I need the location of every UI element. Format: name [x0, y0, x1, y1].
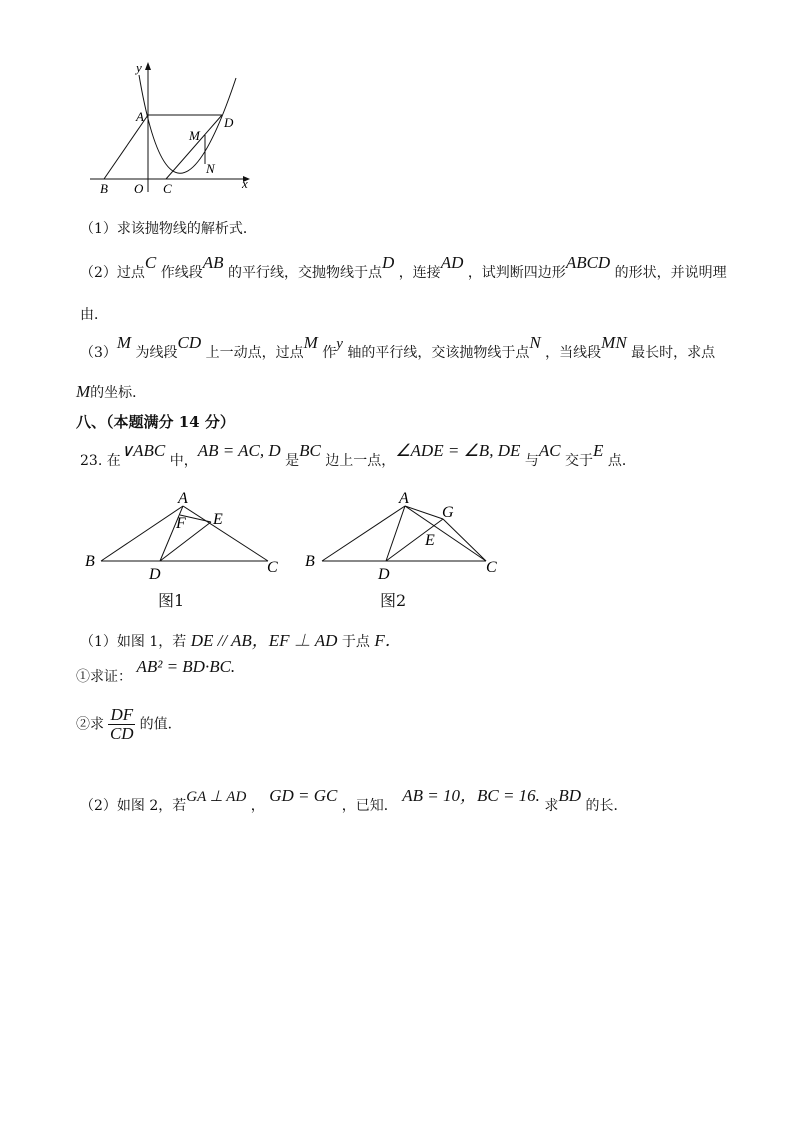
fig2-segment-ab	[322, 506, 405, 561]
q23-claim2	[76, 706, 182, 743]
label-b: B	[100, 181, 108, 196]
q22-p3-mn: MN	[601, 333, 627, 352]
q23-p1-t2: 于点	[341, 634, 370, 650]
q23-c1-eq: AB² = BD·BC.	[136, 657, 236, 676]
q23-t6: 点．	[607, 453, 636, 469]
fig2-label-d: D	[378, 566, 390, 583]
parabola-graph-figure	[85, 55, 260, 200]
q23-t5: 交于	[565, 453, 593, 469]
label-n: N	[206, 161, 215, 176]
fig2-label-b: B	[305, 553, 315, 570]
fig2-label-a: A	[399, 490, 409, 507]
q23-t3: 边上一点，	[325, 453, 396, 469]
q23-c2-fraction	[108, 706, 135, 743]
q22-p3-t4: 作	[322, 345, 337, 361]
q23-ac: AC	[538, 441, 561, 460]
q23-c2-t2: 的值．	[139, 716, 182, 733]
fig1-label-e: E	[213, 511, 223, 528]
fig2-segment-ad	[386, 506, 405, 561]
q23-t1: 中，	[169, 453, 198, 469]
q23-p2-t2: ，	[250, 798, 265, 814]
label-o: O	[134, 181, 144, 196]
q23-p1-cond: DE // AB，EF ⊥ AD	[190, 631, 338, 650]
figure-1-caption: 图1	[158, 591, 185, 610]
q22-p2-t5: ，试判断四边形	[467, 265, 566, 281]
fig1-label-d: D	[149, 566, 161, 583]
label-a: A	[136, 109, 144, 124]
q23-num: 23. 在	[80, 453, 121, 469]
q22-p3-t7: 最长时，求点	[631, 345, 716, 361]
q22-part3-line1	[80, 333, 716, 362]
q22-part1: （1）求该抛物线的解析式．	[80, 221, 257, 237]
q23-eq1: AB = AC, D	[197, 441, 281, 460]
segment-ab	[104, 115, 148, 179]
q23-p2-given: AB = 10，BC = 16.	[402, 786, 540, 805]
q22-p3-y: y	[336, 336, 343, 352]
q22-p2-t1: （2）过点	[80, 265, 145, 281]
q22-p3-t8: 的坐标．	[90, 385, 147, 401]
q23-bc: BC	[299, 441, 321, 460]
q23-part1	[80, 626, 402, 651]
fig2-segment-gc	[443, 519, 486, 561]
q22-p2-c: C	[144, 253, 157, 272]
q23-c1-t1: ①求证：	[76, 669, 132, 685]
figure-1	[80, 485, 290, 610]
q22-p3-cd: CD	[177, 333, 202, 352]
fig2-segment-ag	[405, 506, 443, 519]
q23-p2-t1: （2）如图 2，若	[80, 798, 187, 814]
fig2-label-g: G	[442, 504, 454, 521]
q22-p2-ab: AB	[202, 253, 224, 272]
q22-part2-line2: 由．	[80, 307, 108, 323]
fig1-label-b: B	[85, 553, 95, 570]
q22-p3-t2: 为线段	[135, 345, 178, 361]
label-x: x	[242, 176, 248, 191]
fraction-numerator: DF	[110, 705, 134, 724]
q23-p2-t5: 的长．	[585, 798, 628, 814]
fig2-label-c: C	[486, 559, 497, 576]
q23-p2-t3: ，已知．	[341, 798, 398, 814]
q23-p2-bd: BD	[558, 786, 582, 805]
q22-p3-n: N	[529, 333, 541, 352]
q22-part2-line1	[80, 253, 727, 282]
q23-claim1	[76, 657, 236, 686]
q22-p3-t1: （3）	[80, 345, 117, 361]
q22-p2-t6: 的形状，并说明理	[614, 265, 727, 281]
q22-p2-t3: 的平行线，交抛物线于点	[227, 265, 382, 281]
q22-p3-m3: M	[76, 382, 91, 401]
q22-part3-line2	[76, 382, 146, 402]
label-c: C	[163, 181, 172, 196]
q22-p3-m: M	[116, 333, 132, 352]
y-axis-arrow-icon	[145, 62, 151, 70]
q23-eq2: ∠ADE = ∠B, DE	[395, 441, 521, 460]
fig1-label-c: C	[267, 559, 278, 576]
q22-p2-t2: 作线段	[160, 265, 203, 281]
label-y: y	[136, 60, 142, 75]
q23-t2: 是	[285, 453, 300, 469]
q22-p3-t3: 上一动点，过点	[205, 345, 304, 361]
section-heading: 八、（本题满分 14 分）	[76, 413, 235, 431]
q23-p2-cond1: GA ⊥ AD	[186, 789, 247, 805]
q23-c2-t1: ②求	[76, 716, 104, 733]
q22-p3-t5: 轴的平行线，交该抛物线于点	[347, 345, 530, 361]
q23-p1-f: F．	[374, 631, 402, 650]
q23-e: E	[593, 441, 604, 460]
figure-2-caption: 图2	[380, 591, 407, 610]
q23-stem	[80, 441, 636, 470]
q23-t4: 与	[524, 453, 539, 469]
label-d: D	[224, 115, 234, 130]
q22-p2-t4: ，连接	[398, 265, 441, 281]
q22-p2-ad: AD	[440, 253, 464, 272]
fig1-label-a: A	[178, 490, 188, 507]
fig2-label-e: E	[425, 532, 435, 549]
fig1-label-f: F	[176, 515, 186, 532]
q22-p2-abcd: ABCD	[565, 253, 611, 272]
q23-tri: ∨ABC	[120, 441, 166, 460]
q23-part2	[80, 786, 628, 815]
parabola-curve	[139, 75, 236, 173]
q22-p3-m2: M	[303, 333, 318, 352]
q23-p2-cond2: GD = GC	[269, 786, 338, 805]
q22-p3-t6: ，当线段	[545, 345, 602, 361]
q22-p2-d: D	[381, 253, 395, 272]
q23-p1-t1: （1）如图 1，若	[80, 634, 187, 650]
fraction-denominator: CD	[109, 724, 134, 743]
label-m: M	[189, 128, 200, 143]
q23-p2-t4: 求	[544, 798, 559, 814]
